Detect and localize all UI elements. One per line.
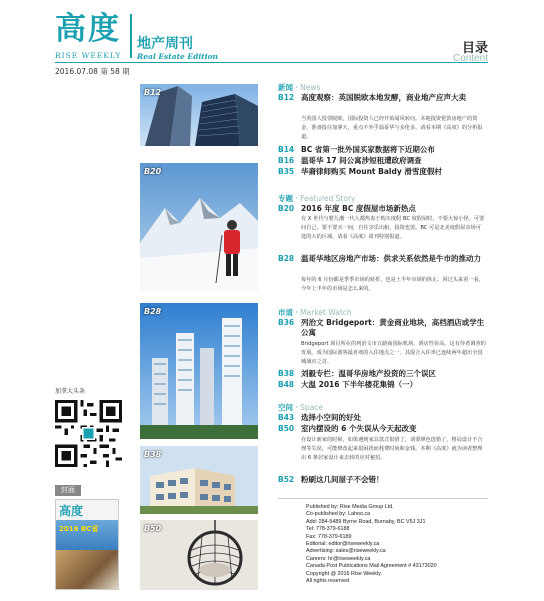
toc-entry-b36[interactable] [278,318,486,338]
publisher-info [306,504,488,585]
section-space-zh: 空间 [278,403,293,412]
toc-entry-b20[interactable] [278,204,486,214]
entry-page: B14 [278,145,295,154]
logo-text: 高度 [55,11,121,47]
publisher-line: Canada Post Publications Mail Agreement # 43173020 [306,563,437,570]
cover-label: 封面 [55,485,81,496]
cover-headline: 2016 BC省 [59,525,99,533]
edition-title: 地产周刊 [137,36,193,52]
section-news-header [278,82,320,93]
entry-description: Bridgeport 项目所在的列治文市五路商国际机场，酒店性价高。这有待者调查的发展。成为国际游客最喜欢的入住地点之一。其混合入住率已连续两年超出全国城域市之首。 [301,341,486,365]
photo-b28 [140,303,258,439]
toc-entry-b48[interactable] [278,380,486,390]
toc-entry-b50[interactable] [278,424,486,434]
entry-title: 高度观察：英国脱欧本地发酵，商业地产应声大卖 [301,93,466,102]
toc-entry-b35[interactable] [278,167,486,177]
edition-subtitle: Real Estate Edition [137,52,219,61]
entry-description: 有 X 世代与婴儿潮一代人都热衷于购买度假 BC 度假屋时，不要大惊小怪。可要问自己，要不要买一间，自住享乐出租，投资也罢。BC 可是北美度假屋市场可选的大的区域，请看《高度》周刊特别报道。 [301,216,485,240]
brand-logo [55,11,122,60]
photo-label: B28 [144,307,162,316]
toc-entry-b52[interactable] [278,475,486,485]
entry-title: 选择小空间的好处 [301,413,361,422]
toc-entry-b14[interactable] [278,145,486,155]
photo-label: B12 [144,88,162,97]
qr-code-icon[interactable] [55,400,122,467]
section-market-header [278,307,352,318]
entry-description: 每年的 6 月份都是季季市场的转折，也是上半年市场的休止。回过头来看一看，今年上半年的市场是怎么来的。 [301,277,484,292]
entry-title: 温哥华 17 间公寓涉短租遭政府调查 [301,156,422,165]
publisher-line: Editorial: editor@riseweekly.ca [306,541,380,548]
photo-b50 [140,520,258,590]
entry-page: B50 [278,424,295,433]
publisher-line: Advertising: sales@riseweekly.ca [306,548,386,555]
entry-page: B36 [278,318,295,327]
entry-page: B12 [278,93,295,102]
entry-description: 当英国人投票脱欧，国际投资人已经开始闻风转向。本地投资伦敦房地产的资金，准备投往加拿大，重点不外乎温哥华与多伦多。请看本期《高度》的分析报道。 [301,116,483,140]
entry-title: 2016 年度 BC 度假屋市场新热点 [301,204,416,213]
entry-title: 温哥华地区房地产市场：供求关系依然是牛市的推动力 [301,254,481,263]
section-news-zh: 新闻 [278,83,293,92]
section-market-en: Market Watch [300,308,352,317]
cover-thumbnail[interactable] [55,499,119,590]
section-featured-zh: 专题 [278,194,293,203]
towers-image [140,303,258,439]
photo-b38 [140,446,258,514]
publisher-line: Add: 284-5489 Byrne Road, Burnaby, BC V5J 3J1 [306,518,426,525]
photo-b20 [140,163,258,291]
entry-title: 大温 2016 下半年楼花集锦（一） [301,380,418,389]
entry-title: 刘毅专栏：温哥华房地产投资的三个误区 [301,369,436,378]
section-news-separator: · [295,83,301,92]
entry-page: B20 [278,204,295,213]
header-accent-bar [130,14,132,58]
entry-description: 在设计新家的时候，如果遇到家具款式很错了，请要颜色选错了，格局设计不合理等失误，可能修改起来很困扰而耗费时间和金钱。本期《高度》就为读者整理出 6 条居家设计来去转的应对秘招。 [301,437,483,461]
entry-page: B38 [278,369,295,378]
entry-title: 列治文 Bridgeport：黄金商业地块，高档酒店或学生公寓 [301,318,485,337]
entry-page: B48 [278,380,295,389]
photo-b12 [140,84,258,146]
publisher-line: All rights reserved [306,578,350,585]
photo-label: B38 [144,450,162,459]
section-market-separator: · [295,308,301,317]
logo-subtitle: RISE WEEKLY [55,51,122,60]
publisher-line: Co-published by: Lahoo.ca [306,511,371,518]
section-news-en: News [300,83,321,92]
toc-title: 目录 [461,41,488,56]
section-featured-separator: · [295,194,301,203]
entry-title: BC 省第一批外国买家数据将下近期公布 [301,145,435,154]
issue-info: 2016.07.08 第 58 期 [55,67,130,76]
qr-caption: 加拿大头条 [55,388,86,395]
publisher-line: Tel: 778-379-6188 [306,526,350,533]
skier-image [140,163,258,291]
publisher-line: Careers: hr@riseweekly.ca [306,555,371,562]
cover-image [56,550,118,590]
toc-subtitle: Content [452,53,488,64]
toc-entry-b28[interactable] [278,254,486,264]
publisher-line: Published by: Rise Media Group Ltd. [306,504,394,510]
entry-page: B16 [278,156,295,165]
toc-entry-b43[interactable] [278,413,486,423]
entry-title: 室内摆设的 6 个失误从今天起改变 [301,424,417,433]
toc-entry-b16[interactable] [278,156,486,166]
toc-entry-b38[interactable] [278,369,486,379]
entry-page: B35 [278,167,295,176]
publisher-line: Copyright @ 2016 Rise Weekly [306,570,381,577]
publisher-divider [278,498,488,499]
cover-logo: 高度 [59,504,84,518]
photo-label: B20 [144,167,162,176]
toc-entry-b12[interactable] [278,93,486,103]
entry-title: 华裔律师购买 Mount Baldy 滑雪度假村 [301,167,442,176]
entry-title: 粉刷这几间屋子不会错！ [301,475,384,484]
header-divider [55,62,488,63]
section-space-separator: · [295,403,301,412]
section-market-zh: 市道 [278,308,293,317]
entry-page: B52 [278,475,295,484]
section-featured-en: Featured Story [300,194,356,203]
section-featured-header [278,193,355,204]
section-space-en: Space [300,403,324,412]
photo-label: B50 [144,524,162,533]
section-space-header [278,402,323,413]
entry-page: B28 [278,254,295,263]
entry-page: B43 [278,413,295,422]
publisher-line: Fax: 778-379-6189 [306,533,352,540]
